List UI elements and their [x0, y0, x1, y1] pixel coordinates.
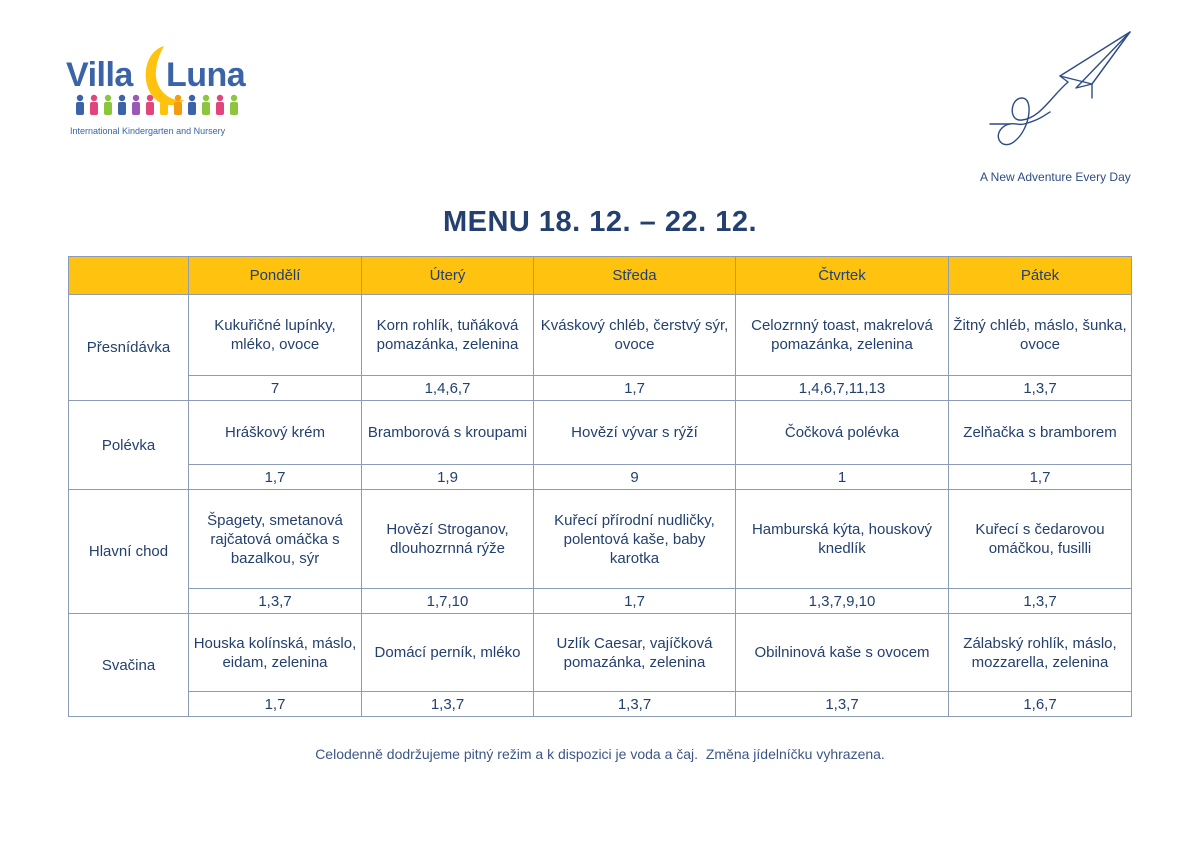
allergen-cell: 9 [534, 465, 736, 490]
logo-tagline: International Kindergarten and Nursery [70, 126, 226, 136]
allergen-cell: 1,7 [534, 589, 736, 614]
allergen-cell: 1,3,7 [362, 692, 534, 717]
allergen-cell: 1,7 [949, 465, 1132, 490]
dish-cell: Zelňačka s bramborem [949, 401, 1132, 465]
dish-cell: Bramborová s kroupami [362, 401, 534, 465]
dish-cell: Žitný chléb, máslo, šunka, ovoce [949, 295, 1132, 376]
allergen-row [69, 465, 1132, 490]
villa-luna-logo [66, 42, 246, 142]
allergen-cell: 1,7 [189, 465, 362, 490]
dish-cell: Korn rohlík, tuňáková pomazánka, zelenina [362, 295, 534, 376]
logo-word-luna: Luna [166, 56, 246, 94]
header-day-wednesday: Středa [534, 257, 736, 295]
allergen-cell: 7 [189, 376, 362, 401]
dish-cell: Houska kolínská, máslo, eidam, zelenina [189, 614, 362, 692]
allergen-cell: 1,4,6,7 [362, 376, 534, 401]
table-row [69, 295, 1132, 376]
footer-note: Celodenně dodržujeme pitný režim a k dispozici je voda a čaj. Změna jídelníčku vyhrazena. [315, 746, 885, 762]
header-day-monday: Pondělí [189, 257, 362, 295]
table-header-row [69, 257, 1132, 295]
dish-cell: Kuřecí s čedarovou omáčkou, fusilli [949, 490, 1132, 589]
dish-cell: Hamburská kýta, houskový knedlík [736, 490, 949, 589]
allergen-cell: 1 [736, 465, 949, 490]
table-row [69, 401, 1132, 465]
dish-cell: Hovězí vývar s rýží [534, 401, 736, 465]
row-label-snack-morning: Přesnídávka [69, 295, 189, 401]
allergen-cell: 1,4,6,7,11,13 [736, 376, 949, 401]
dish-cell: Zálabský rohlík, máslo, mozzarella, zelenina [949, 614, 1132, 692]
table-row [69, 490, 1132, 589]
dish-cell: Kuřecí přírodní nudličky, polentová kaše, baby karotka [534, 490, 736, 589]
dish-cell: Čočková polévka [736, 401, 949, 465]
dish-cell: Kukuřičné lupínky, mléko, ovoce [189, 295, 362, 376]
allergen-cell: 1,3,7 [534, 692, 736, 717]
row-label-snack-afternoon: Svačina [69, 614, 189, 717]
paper-plane-icon [980, 28, 1140, 158]
allergen-cell: 1,3,7 [949, 589, 1132, 614]
dish-cell: Hovězí Stroganov, dlouhozrnná rýže [362, 490, 534, 589]
header-corner-cell [69, 257, 189, 295]
dish-cell: Domácí perník, mléko [362, 614, 534, 692]
allergen-cell: 1,7 [534, 376, 736, 401]
table-row [69, 614, 1132, 692]
header-day-friday: Pátek [949, 257, 1132, 295]
allergen-cell: 1,3,7 [949, 376, 1132, 401]
allergen-row [69, 589, 1132, 614]
allergen-cell: 1,7 [189, 692, 362, 717]
slogan-text: A New Adventure Every Day [980, 170, 1131, 184]
dish-cell: Celozrnný toast, makrelová pomazánka, zelenina [736, 295, 949, 376]
allergen-row [69, 692, 1132, 717]
logo-word-villa: Villa [66, 56, 133, 94]
allergen-cell: 1,3,7 [736, 692, 949, 717]
dish-cell: Obilninová kaše s ovocem [736, 614, 949, 692]
menu-table [68, 256, 1132, 717]
row-label-main-course: Hlavní chod [69, 490, 189, 614]
menu-title: MENU 18. 12. – 22. 12. [442, 206, 758, 238]
dish-cell: Uzlík Caesar, vajíčková pomazánka, zelenina [534, 614, 736, 692]
header-day-thursday: Čtvrtek [736, 257, 949, 295]
header-day-tuesday: Úterý [362, 257, 534, 295]
dish-cell: Kváskový chléb, čerstvý sýr, ovoce [534, 295, 736, 376]
allergen-row [69, 376, 1132, 401]
allergen-cell: 1,3,7,9,10 [736, 589, 949, 614]
allergen-cell: 1,6,7 [949, 692, 1132, 717]
allergen-cell: 1,3,7 [189, 589, 362, 614]
row-label-soup: Polévka [69, 401, 189, 490]
dish-cell: Špagety, smetanová rajčatová omáčka s bazalkou, sýr [189, 490, 362, 589]
dish-cell: Hráškový krém [189, 401, 362, 465]
children-figures-icon [72, 94, 242, 116]
allergen-cell: 1,7,10 [362, 589, 534, 614]
allergen-cell: 1,9 [362, 465, 534, 490]
